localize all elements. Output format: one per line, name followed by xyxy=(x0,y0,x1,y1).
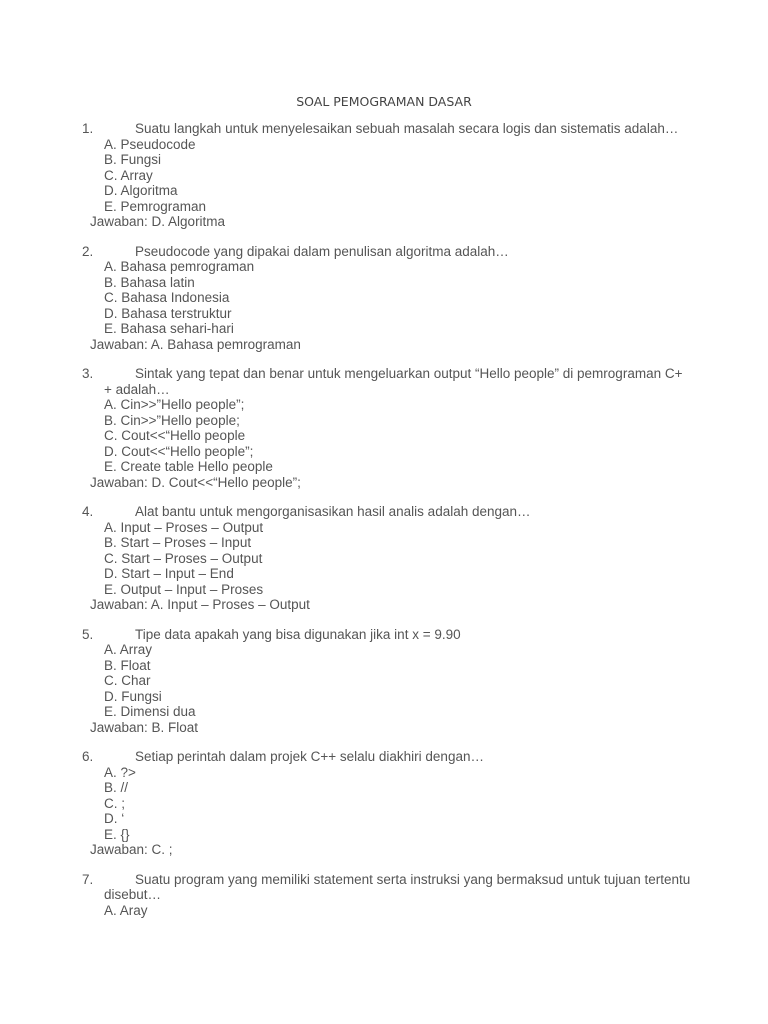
answer-option: C. Cout<<“Hello people xyxy=(104,428,246,443)
question-text: Suatu program yang memiliki statement serta instruksi yang bermaksud untuk tujuan tertentu xyxy=(135,871,691,887)
answer-option: E. Dimensi dua xyxy=(104,704,196,719)
answer-option: E. Pemrograman xyxy=(104,198,207,214)
answer-option: E. {} xyxy=(104,826,130,842)
question-text: Alat bantu untuk mengorganisasikan hasil analis adalah dengan… xyxy=(135,504,531,519)
question-stem-row xyxy=(0,244,768,260)
answer-option: B. Fungsi xyxy=(104,152,162,167)
answer-option: B. Bahasa latin xyxy=(104,274,195,290)
answer-option: A. Pseudocode xyxy=(104,136,196,152)
answer-option: D. ‘ xyxy=(104,811,125,826)
answer-key: Jawaban: C. ; xyxy=(90,842,173,857)
question-text-continued: disebut… xyxy=(104,887,162,902)
answer-option: E. Bahasa sehari-hari xyxy=(104,321,234,336)
question-item xyxy=(0,504,768,613)
answer-option: B. // xyxy=(104,780,129,795)
answer-option: A. Aray xyxy=(104,902,148,918)
answer-option: A. Array xyxy=(104,642,153,657)
answer-option: C. Start – Proses – Output xyxy=(104,550,263,566)
answer-key: Jawaban: A. Bahasa pemrograman xyxy=(90,336,301,352)
question-list xyxy=(0,121,768,932)
question-text-continued: + adalah… xyxy=(104,381,170,397)
answer-key: Jawaban: D. Algoritma xyxy=(90,214,226,229)
question-number: 6. xyxy=(82,749,94,764)
answer-option: D. Bahasa terstruktur xyxy=(104,305,232,321)
question-stem-row xyxy=(0,121,768,137)
answer-key: Jawaban: B. Float xyxy=(90,719,199,735)
answer-option: C. Bahasa Indonesia xyxy=(104,290,230,305)
question-text: Tipe data apakah yang bisa digunakan jika int x = 9.90 xyxy=(135,626,461,642)
answer-option: A. Cin>>”Hello people”; xyxy=(104,397,245,412)
question-number: 7. xyxy=(82,871,94,887)
answer-option: C. Char xyxy=(104,673,151,688)
question-item xyxy=(0,749,768,858)
answer-option: B. Cin>>”Hello people; xyxy=(104,412,240,428)
answer-option: D. Start – Input – End xyxy=(104,566,234,581)
answer-key: Jawaban: D. Cout<<“Hello people”; xyxy=(90,474,301,490)
question-text: Pseudocode yang dipakai dalam penulisan algoritma adalah… xyxy=(135,243,509,259)
question-item xyxy=(0,121,768,230)
answer-option: B. Start – Proses – Input xyxy=(104,535,252,550)
answer-option: A. Bahasa pemrograman xyxy=(104,259,255,274)
answer-option: A. ?> xyxy=(104,764,136,780)
question-stem-row xyxy=(0,366,768,382)
answer-key: Jawaban: A. Input – Proses – Output xyxy=(90,597,310,612)
question-item xyxy=(0,366,768,491)
answer-option: C. ; xyxy=(104,795,126,811)
answer-option: E. Output – Input – Proses xyxy=(104,581,264,597)
question-stem-row xyxy=(0,504,768,520)
answer-option: C. Array xyxy=(104,167,153,183)
question-number: 2. xyxy=(82,243,94,259)
answer-option: D. Cout<<“Hello people”; xyxy=(104,443,254,459)
question-stem-row xyxy=(0,872,768,888)
answer-option: B. Float xyxy=(104,657,151,673)
question-text: Suatu langkah untuk menyelesaikan sebuah masalah secara logis dan sistematis adalah… xyxy=(135,121,679,136)
question-number: 4. xyxy=(82,504,94,519)
question-number: 5. xyxy=(82,626,94,642)
page-title: SOAL PEMOGRAMAN DASAR xyxy=(296,94,472,109)
question-number: 1. xyxy=(82,121,94,136)
question-text: Setiap perintah dalam projek C++ selalu diakhiri dengan… xyxy=(135,749,484,764)
question-text: Sintak yang tepat dan benar untuk mengeluarkan output “Hello people” di pemrograman C+ xyxy=(135,366,683,381)
answer-option: D. Algoritma xyxy=(104,183,178,198)
answer-option: D. Fungsi xyxy=(104,688,162,704)
question-item xyxy=(0,244,768,353)
question-number: 3. xyxy=(82,366,94,381)
question-stem-row xyxy=(0,749,768,765)
question-stem-row xyxy=(0,627,768,643)
question-item xyxy=(0,872,768,919)
question-item xyxy=(0,627,768,736)
answer-option: E. Create table Hello people xyxy=(104,459,273,474)
answer-option: A. Input – Proses – Output xyxy=(104,519,264,535)
